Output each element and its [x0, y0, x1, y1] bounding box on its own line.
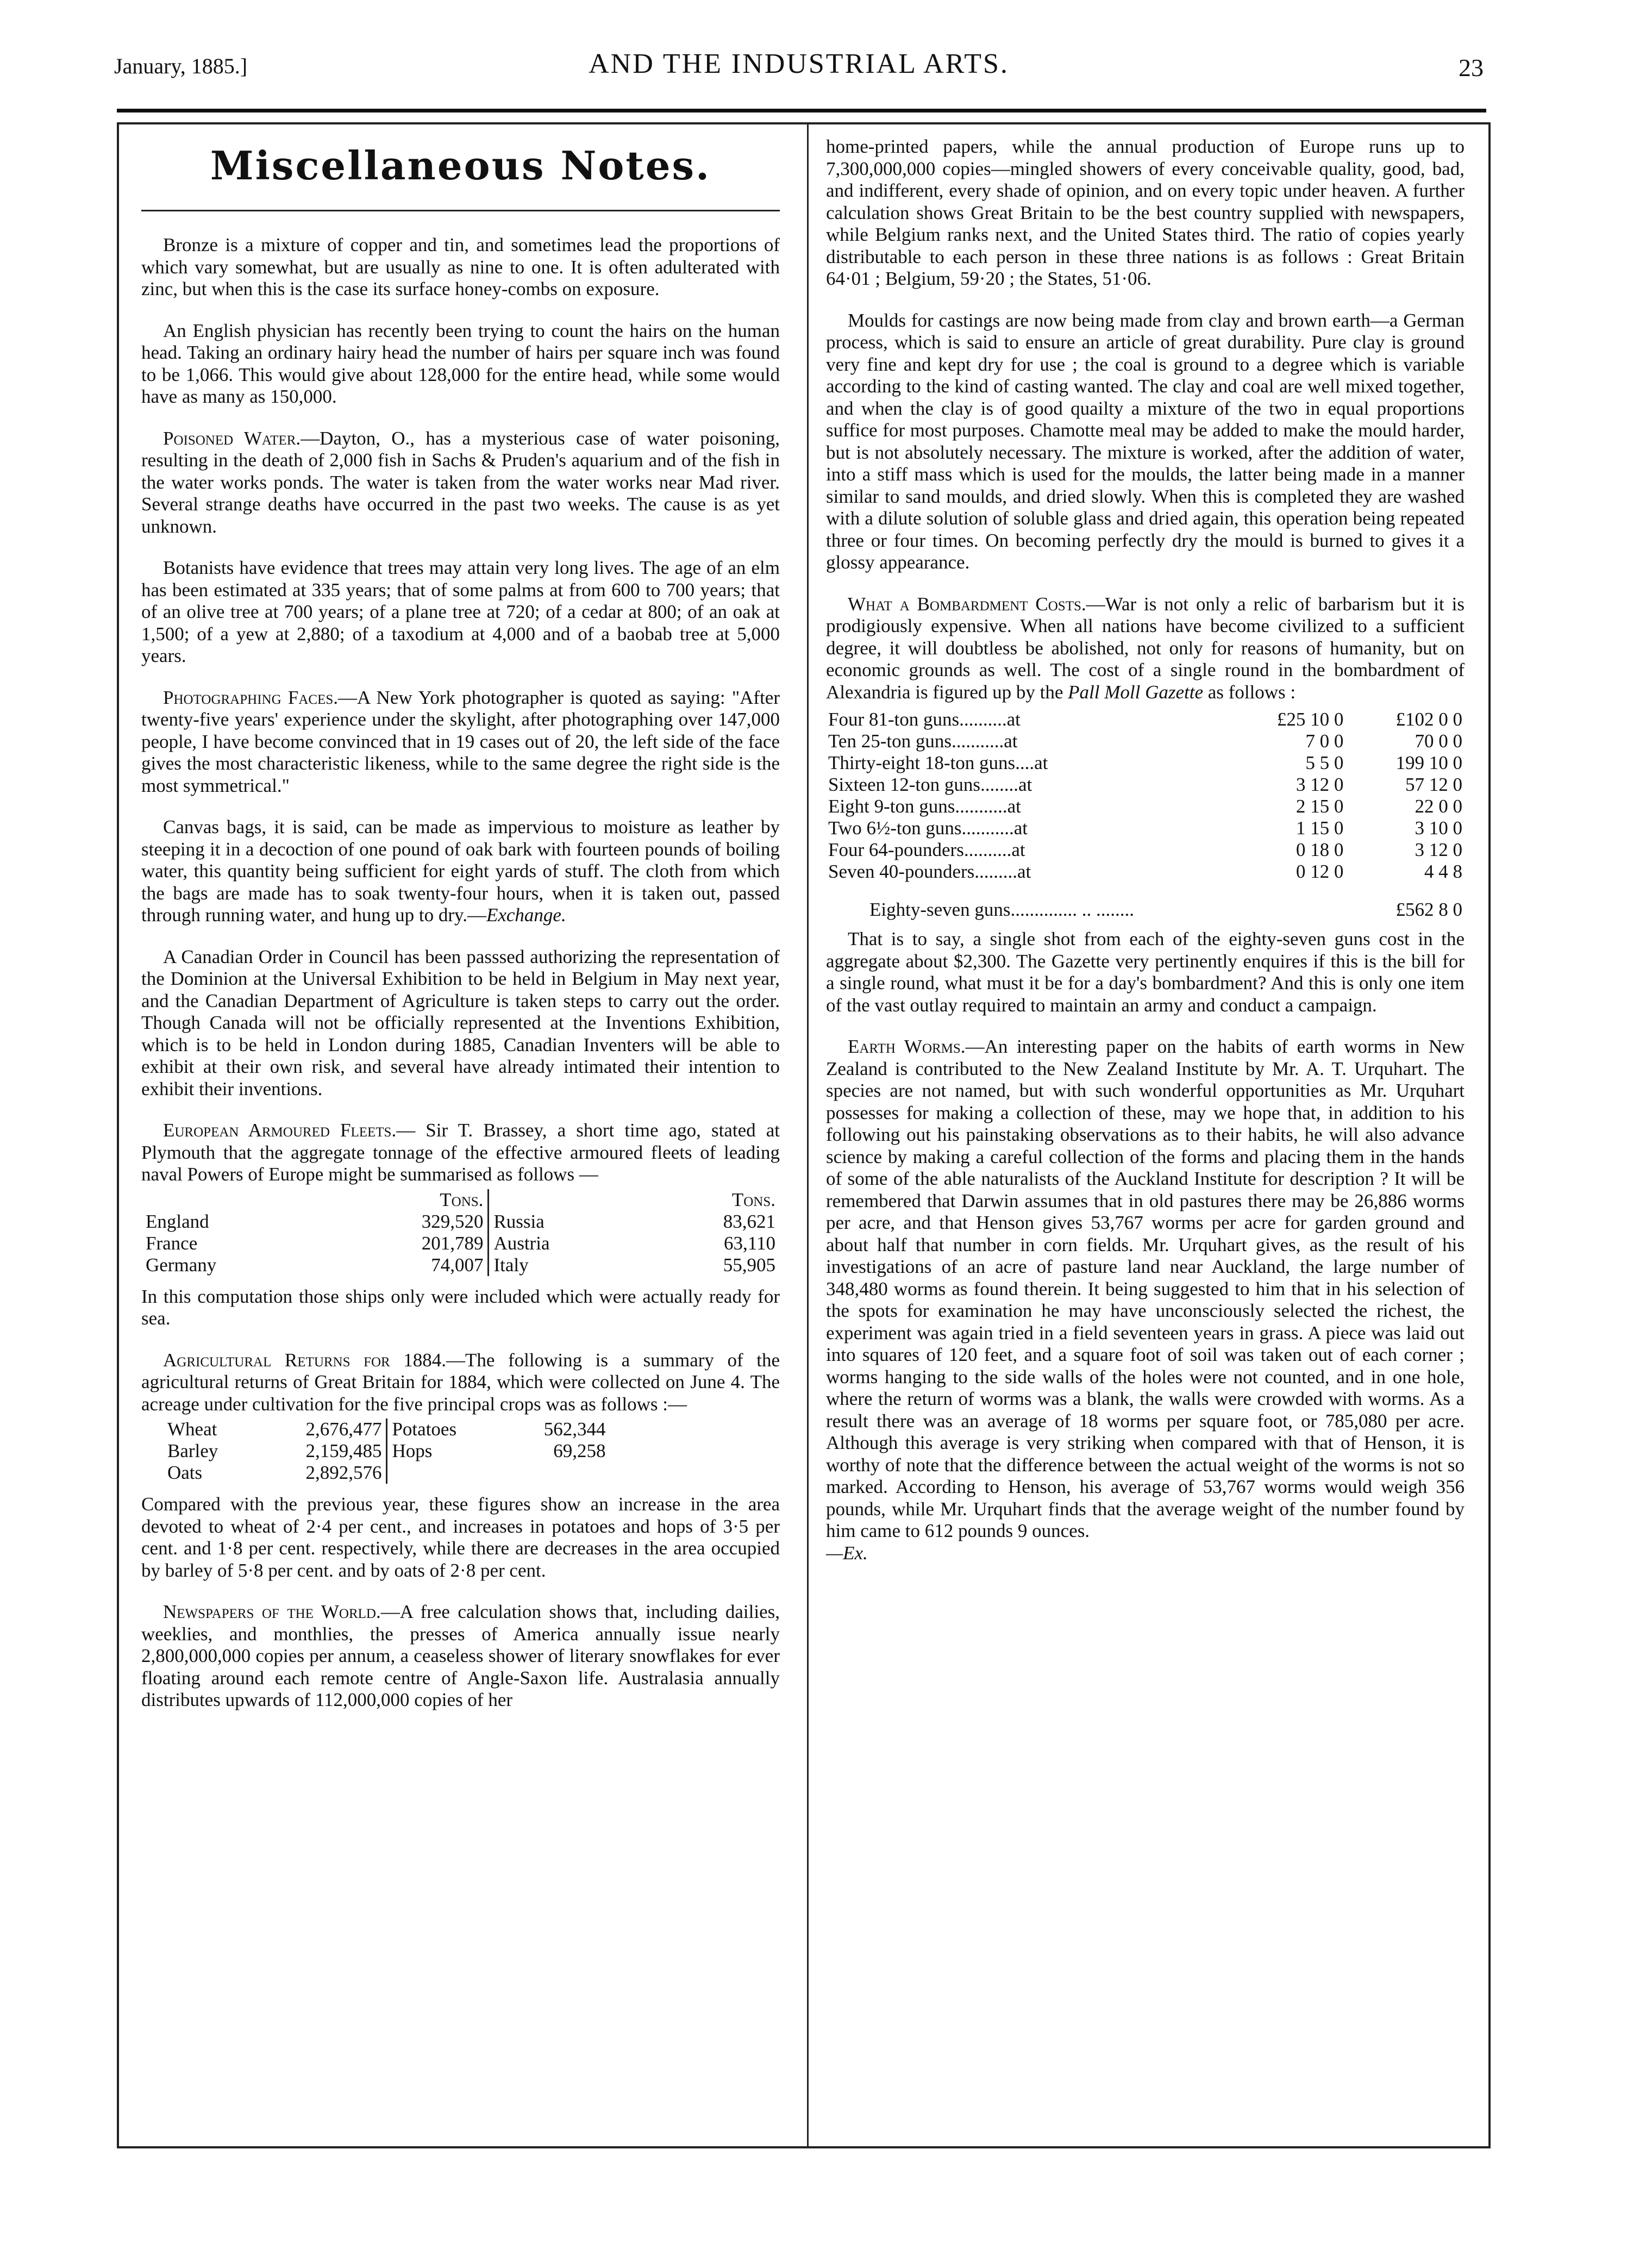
cost-each: £25 10 0 — [1276, 709, 1344, 730]
table-row — [826, 774, 1465, 796]
tonnage: 329,520 — [324, 1211, 489, 1233]
note-body: —A New York photographer is quoted as saying: "After twenty-five years' experience under the skylight, after photographing over 147,000 people, I have become convinced that in 19 cases out of 20, the left side of the face gives the most characteristic likeness, while to the same degree the right side is the most symmetrical." — [141, 686, 780, 796]
crop: Wheat — [167, 1419, 217, 1440]
left-column — [141, 136, 780, 1731]
gun-item: Eight 9-ton guns...........at — [828, 796, 1021, 817]
note-canadian: A Canadian Order in Council has been passsed authorizing the representation of the Dominion at the Universal Exhibition to be held in Belgium in May next year, and the Canadian Department of Agriculture is taken steps to carry out the order. Though Canada will not be officially represented at the Inventions Exhibition, which is to be held in London during 1885, Canadian Inventers will be able to exhibit at their own risk, and several have already intimated their intention to exhibit their inventions. — [141, 946, 780, 1099]
tonnage: 201,789 — [324, 1233, 489, 1254]
note-botanists: Botanists have evidence that trees may attain very long lives. The age of an elm has been estimated at 335 years; that of some palms at from 600 to 700 years; that of an olive tree at 700 years; of a plane tree at 720; of a cedar at 800; of an oak at 1,500; of a yew at 2,880; of a taxodium at 4,000 and of a baobab tree at 5,000 years. — [141, 557, 780, 666]
note-lead: Newspapers of the World. — [163, 1601, 381, 1622]
acreage: 562,344 — [543, 1419, 606, 1440]
note-body: —An interesting paper on the habits of earth worms in New Zealand is contributed to the New Zealand Institute by Mr. A. T. Urquhart. The species are not named, but with such wonderful opportunities as Mr. Urquhart possesses for making a collection of these, may we hope that, in addition to his following out his painstaking observations as to their habits, he will also advance science by making a careful collection of the forms and placing them in the hands of some of the able naturalists of the Auckland Institute for description ? It will be remembered that Darwin assumes that in old pastures there may be 26,886 worms per acre, and that Henson gives 53,767 worms per acre for garden ground and about half that number in corn fields. Mr. Urquhart gives, as the result of his investigations of an acre of pasture land near Auckland, the large number of 348,480 worms as found therein. It being suggested to him that in his selection of the spots for examination he may have unconsciously selected the richest, the experiment was again tried in a field seventeen years in grass. A piece was laid out into squares of 120 feet, and a square foot of soil was taken out of each corner ; worms hanging to the side walls of the holes were not counted, and in one hole, where the return of worms was a blank, the walls were crowded with worms. As a result there was an average of 18 worms per square foot, or 785,080 per acre. Although this average is very striking when compared with that of Henson, it is worthy of note that the difference between the actual weight of the worms is not so marked. According to Henson, his average of 53,767 worms would weigh 356 pounds, while Mr. Urquhart finds that the average weight of the number found by him came to 612 pounds 9 ounces. — [826, 1036, 1465, 1541]
crop: Hops — [392, 1440, 433, 1461]
note-body: — Sir T. Brassey, a short time ago, stated at Plymouth that the aggregate tonnage of the effective armoured fleets of leading naval Powers of Europe might be summarised as follows — — [141, 1120, 780, 1185]
journal-title: AND THE INDUSTRIAL ARTS. — [589, 48, 1009, 79]
cost-total: 3 12 0 — [1415, 839, 1462, 860]
column-divider — [807, 122, 809, 2146]
cost-each: 0 18 0 — [1296, 839, 1344, 860]
table-row — [826, 861, 1465, 883]
acreage: 2,159,485 — [255, 1440, 387, 1462]
top-rule — [117, 109, 1486, 113]
issue-date: January, 1885.] — [114, 54, 248, 78]
cost-each: 3 12 0 — [1296, 774, 1344, 795]
table-row — [141, 1254, 780, 1276]
tons-header: Tons. — [141, 1189, 489, 1211]
table-row — [826, 709, 1465, 730]
note-bombardment — [826, 593, 1465, 704]
note-poisoned-water — [141, 428, 780, 538]
total-row — [826, 883, 1465, 921]
note-lead: What a Bombardment Costs. — [848, 593, 1086, 615]
note-agricultural — [141, 1349, 780, 1416]
acreage: 69,258 — [553, 1440, 606, 1461]
country: Austria — [493, 1232, 550, 1254]
note-newspapers — [141, 1601, 780, 1711]
crop: Potatoes — [392, 1419, 457, 1440]
note-lead: European Armoured Fleets. — [163, 1120, 397, 1141]
acreage: 2,892,576 — [255, 1462, 387, 1484]
note-lead: Agricultural Returns for 1884. — [163, 1349, 447, 1371]
gun-item: Two 6½-ton guns...........at — [828, 817, 1028, 839]
note-body: —The following is a summary of the agricultural returns of Great Britain for 1884, which were collected on June 4. The acreage under cultivation for the five principal crops was as follows :— — [141, 1349, 780, 1415]
country: Germany — [146, 1254, 217, 1276]
cost-total: 70 0 0 — [1415, 730, 1462, 752]
table-row — [826, 817, 1465, 839]
note-body: —War is not only a relic of barbarism but it is prodigiously expensive. When all nations have become civilized to a sufficient degree, it will doubtless be abolished, not only for reasons of humanity, but on economic grounds as well. The cost of a single round in the bombardment of Alexandria is figured up by the — [826, 593, 1465, 703]
crops-note: Compared with the previous year, these figures show an increase in the area devoted to wheat of 2·4 per cent., and increases in potatoes and hops of 3·5 per cent. and 1·8 per cent. respectively, while there are decreases in the area occupied by barley of 5·8 per cent. and by oats of 2·8 per cent. — [141, 1494, 780, 1581]
crops-table — [163, 1419, 610, 1484]
country: France — [146, 1232, 198, 1254]
cost-each: 5 5 0 — [1305, 752, 1344, 773]
table-row — [163, 1419, 610, 1440]
cost-each: 2 15 0 — [1296, 796, 1344, 817]
note-canvas — [141, 816, 780, 927]
note-lead: Poisoned Water. — [163, 427, 301, 449]
note-body: Canvas bags, it is said, can be made as impervious to moisture as leather by steeping it in a decoction of one pound of oak bark with fourteen pounds of boiling water, this quantity being sufficient for eight yards of stuff. The cloth from which the bags are made has to soak twenty-four hours, when it is taken out, passed through running water, and hung up to dry.— — [141, 816, 780, 926]
note-physician: An English physician has recently been trying to count the hairs on the human head. Taking an ordinary hairy head the number of hairs per square inch was found to be 1,066. This would give about 128,000 for the entire head, while some would have as many as 150,000. — [141, 320, 780, 407]
table-row — [826, 839, 1465, 861]
cost-each: 7 0 0 — [1305, 730, 1344, 752]
note-photographing — [141, 687, 780, 797]
gun-item: Four 81-ton guns..........at — [828, 709, 1021, 730]
note-earth-worms — [826, 1036, 1465, 1564]
note-source: —Ex. — [826, 1542, 868, 1564]
cost-total: £102 0 0 — [1396, 709, 1462, 730]
page-number: 23 — [1459, 54, 1484, 82]
table-row — [141, 1233, 780, 1254]
newspapers-continued: home-printed papers, while the annual production of Europe runs up to 7,300,000,000 copies—mingled showers of every conceivable quality, good, bad, and indifferent, every shade of opinion, and on every topic under heaven. A further calculation shows Great Britain to be the best country supplied with newspapers, while Belgium ranks next, and the United States third. The ratio of copies yearly distributable to each person in these three nations is as follows : Great Britain 64·01 ; Belgium, 59·20 ; the States, 51·06. — [826, 136, 1465, 289]
right-column — [826, 136, 1465, 1584]
table-row — [826, 796, 1465, 817]
note-lead: Earth Worms. — [848, 1036, 966, 1057]
country: England — [146, 1210, 209, 1232]
note-body-tail: as follows : — [1203, 681, 1296, 703]
running-head — [114, 48, 1484, 97]
gun-item: Ten 25-ton guns...........at — [828, 730, 1018, 752]
table-header-row — [141, 1189, 780, 1211]
crop: Oats — [167, 1462, 203, 1483]
note-body: —Dayton, O., has a mysterious case of water poisoning, resulting in the death of 2,000 fish in Sachs & Pruden's aquarium and of the fish in the water works ponds. The water is taken from the water works near Mad river. Several strange deaths have occurred in the past two weeks. The cause is as yet unknown. — [141, 427, 780, 537]
tonnage: 55,905 — [723, 1254, 775, 1276]
bombardment-conclusion: That is to say, a single shot from each of the eighty-seven guns cost in the aggregate about $2,300. The Gazette very pertinently enquires if this is the bill for a single round, what must it be for a day's bombardment? And this is only one item of the vast outlay required to maintain an army and conduct a campaign. — [826, 928, 1465, 1016]
gun-item: Thirty-eight 18-ton guns....at — [828, 752, 1048, 773]
crop: Barley — [167, 1440, 218, 1461]
total-value: £562 8 0 — [1396, 899, 1462, 920]
note-bronze: Bronze is a mixture of copper and tin, and sometimes lead the proportions of which vary somewhat, but are usually as nine to one. It is often adulterated with zinc, but when this is the case its surface honey-combs on exposure. — [141, 234, 780, 299]
cost-each: 1 15 0 — [1296, 817, 1344, 839]
note-source: Exchange. — [486, 904, 566, 926]
gun-item: Four 64-pounders..........at — [828, 839, 1025, 860]
note-lead: Photographing Faces. — [163, 686, 338, 708]
gun-item: Sixteen 12-ton guns........at — [828, 774, 1032, 795]
table-row — [826, 730, 1465, 752]
fleets-note: In this computation those ships only were included which were actually ready for sea. — [141, 1285, 780, 1329]
tonnage: 63,110 — [724, 1232, 775, 1254]
tonnage: 74,007 — [324, 1254, 489, 1276]
cost-total: 199 10 0 — [1396, 752, 1462, 773]
country: Italy — [493, 1254, 529, 1276]
total-label: Eighty-seven guns.............. .. ........ — [869, 899, 1135, 920]
table-row — [163, 1440, 610, 1462]
cost-total: 4 4 8 — [1424, 861, 1462, 882]
bombardment-table — [826, 709, 1465, 921]
section-heading: Miscellaneous Notes. — [210, 142, 711, 189]
table-row — [141, 1211, 780, 1233]
tonnage: 83,621 — [723, 1210, 775, 1232]
table-row — [163, 1462, 610, 1484]
gun-item: Seven 40-pounders.........at — [828, 861, 1031, 882]
table-row — [826, 752, 1465, 774]
cost-total: 57 12 0 — [1405, 774, 1462, 795]
note-moulds: Moulds for castings are now being made from clay and brown earth—a German process, which is said to ensure an article of great durability. Pure clay is ground very fine and kept dry for use ; the coal is ground to a degree which is variable according to the kind of casting wanted. The clay and coal are well mixed together, and when the clay is of good quailty a mixture of the two in equal proportions suffice for most purposes. Chamotte meal may be added to make the mould harder, but is not absolutely necessary. The mixture is worked, after the addition of water, into a stiff mass which is used for the moulds, the latter being made in a manner similar to sand moulds, and dried slowly. When this is completed they are washed with a dilute solution of soluble glass and dried again, this operation being repeated three or four times. On becoming perfectly dry the mould is burned to gives it a glossy appearance. — [826, 309, 1465, 573]
country: Russia — [493, 1210, 545, 1232]
fleets-table — [141, 1189, 780, 1276]
tons-header: Tons. — [731, 1189, 775, 1210]
note-fleets — [141, 1120, 780, 1186]
cost-total: 3 10 0 — [1415, 817, 1462, 839]
cost-each: 0 12 0 — [1296, 861, 1344, 882]
cost-total: 22 0 0 — [1415, 796, 1462, 817]
heading-rule — [141, 210, 780, 211]
note-source: Pall Moll Gazette — [1068, 681, 1204, 703]
acreage: 2,676,477 — [255, 1419, 387, 1440]
note-body: —A free calculation shows that, including dailies, weeklies, and monthlies, the presses of America annually issue nearly 2,800,000,000 copies per annum, a ceaseless shower of literary snowflakes for ever floating around each remote centre of Angle-Saxon life. Australasia annually distributes upwards of 112,000,000 copies of her — [141, 1601, 780, 1710]
